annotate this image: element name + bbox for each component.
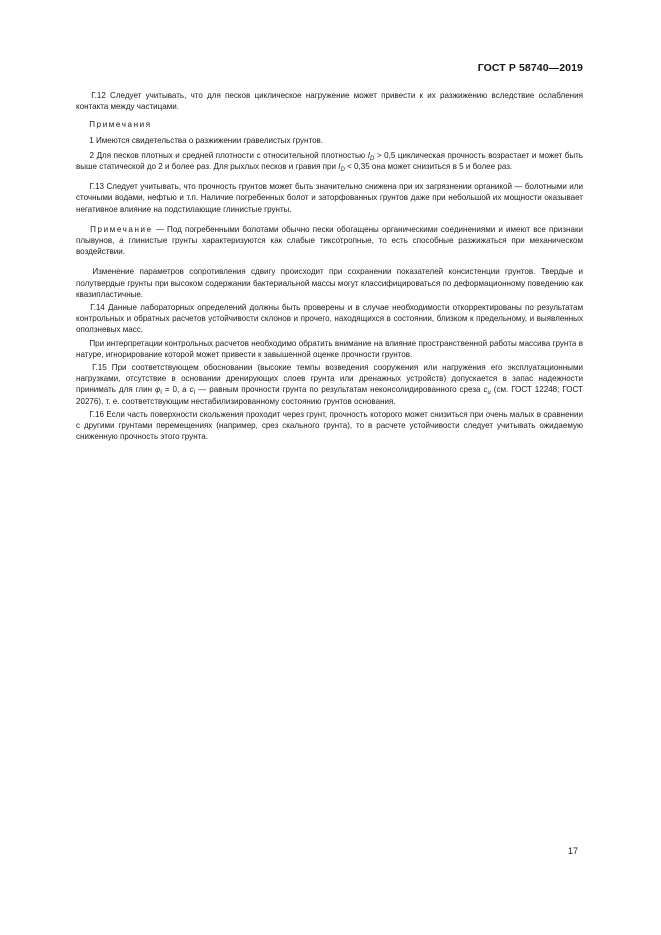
clause-g13: Г.13 Следует учитывать, что прочность грунтов может быть значительно снижена при их загрязнении органикой — болотными или сточными водами, нефтью и т.п. Наличие погребенных болот и заторфованных грунтов даже при небольшой их мощности оказывает негативное влияние на подстилающие глинистые грунты. — [76, 182, 583, 214]
clause-g15: Г.15 При соответствующем обосновании (высокие темпы возведения сооружения или нагружения его эксплуатационными нагрузками, отсутствие в основании дренирующих слоев грунта или дренажных устройств) допускается в запас надежности принимать для глин $\varphi_I = 0$, а $c_I$ — равным прочности грунта по результатам неконсолидированного среза $c_u$ (см. ГОСТ 12248; ГОСТ 20276), т. е. соответствующим нестабилизированному состоянию грунтов основания. — [76, 363, 583, 406]
clause-g16: Г.16 Если часть поверхности скольжения проходит через грунт, прочность которого может снизиться при очень малых в сравнении с другими грунтами перемещениях (например, срез скального грунта), то в расчете устойчивости следует учитывать ожидаемую сниженную прочность этого грунта. — [76, 409, 583, 442]
document-body — [76, 90, 583, 442]
clause-g14-para2: При интерпретации контрольных расчетов необходимо обратить внимание на влияние пространственной работы массива грунта в натуре, игнорирование которой может привести к завышенной оценке прочности грунтов. — [76, 338, 583, 359]
clause-g13-para2: Изменение параметров сопротивления сдвигу происходит при сохранении показателей консистенции грунтов. Твердые и полутвердые грунты при высоком содержании бактериальной массы могут классифицироваться по деформационному поведению как квазипластичные. — [76, 267, 583, 299]
document-header: ГОСТ Р 58740—2019 — [477, 62, 583, 74]
clause-g12: Г.12 Следует учитывать, что для песков циклическое нагружение может привести к их разжижению вследствие ослабления контакта между частицами. — [76, 91, 583, 112]
note-g13: Примечание — Под погребенными болотами обычно пески обогащены органическими соединениями и имеют все признаки плывунов, а глинистые грунты характеризуются как слабые тиксотропные, то есть способные разжижаться при механическом воздействии. — [76, 224, 583, 257]
note-1: 1 Имеются свидетельства о разжижении гравелистых грунтов. — [89, 135, 324, 145]
clause-g14: Г.14 Данные лабораторных определений должны быть проверены и в случае необходимости откорректированы по результатам контрольных и обратных расчетов устойчивости склонов и прочего, находящихся в состоянии, близком к предельному, и выявленных оползневых масс. — [76, 303, 583, 335]
note-2: 2 Для песков плотных и средней плотности с относительной плотностью $I_D > 0,5$ циклическая прочность возрастает и может быть выше статической до 2 и более раз. Для рыхлых песков и гравия при $I_D < 0,35$ она может снизиться в 5 и более раз. — [76, 150, 583, 174]
notes-heading: Примечания — [89, 120, 152, 130]
page-number: 17 — [567, 846, 578, 856]
